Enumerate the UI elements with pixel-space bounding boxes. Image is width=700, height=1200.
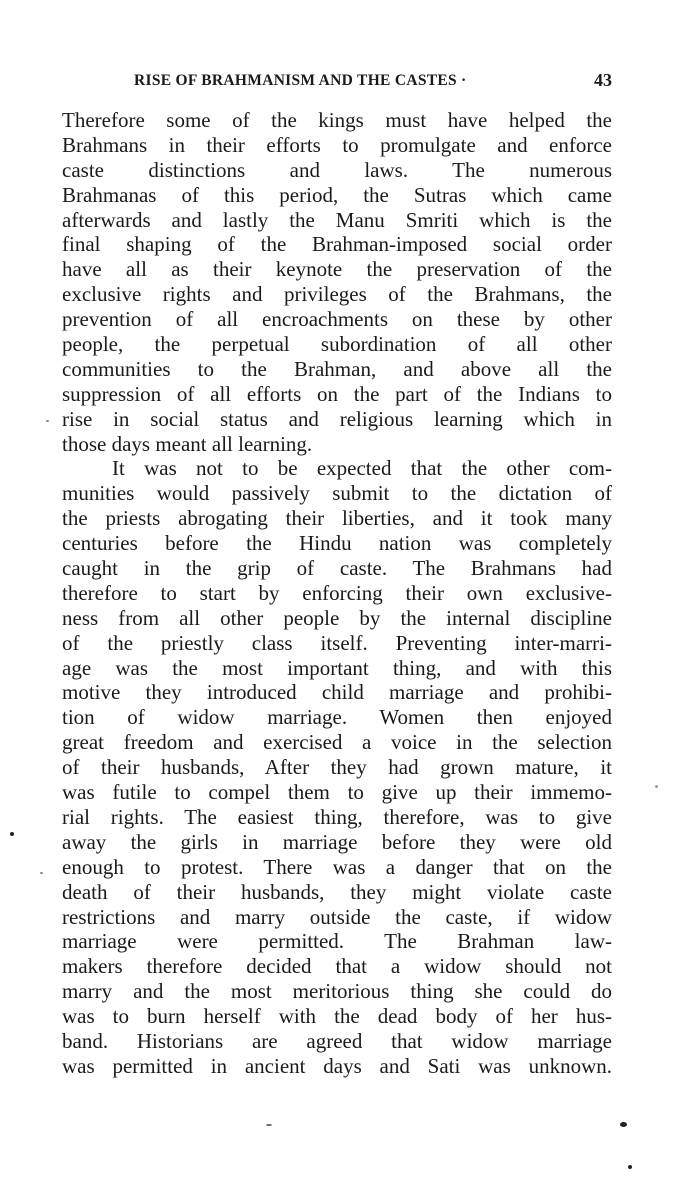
- text-line: final shaping of the Brahman-imposed social order: [62, 232, 612, 257]
- text-line: people, the perpetual subordination of all other: [62, 332, 612, 357]
- text-line: band. Historians are agreed that widow marriage: [62, 1028, 612, 1053]
- scan-speck: [620, 1122, 627, 1127]
- scan-speck: [628, 1165, 632, 1169]
- text-line: those days meant all learning.: [62, 431, 313, 456]
- scan-speck: [655, 785, 658, 788]
- body-text: [62, 108, 612, 1079]
- text-line: restrictions and marry outside the caste, if widow: [62, 904, 612, 929]
- page-number: 43: [594, 70, 612, 90]
- text-line: of the priestly class itself. Preventing inter-marri-: [62, 630, 612, 655]
- text-line: great freedom and exercised a voice in the selection: [62, 730, 612, 755]
- scan-speck: [46, 420, 49, 422]
- text-line: death of their husbands, they might violate caste: [62, 879, 612, 904]
- text-line: afterwards and lastly the Manu Smriti which is the: [62, 207, 612, 232]
- text-line: prevention of all encroachments on these by other: [62, 307, 612, 332]
- running-head-title: RISE OF BRAHMANISM AND THE CASTES: [134, 72, 457, 89]
- text-line: was permitted in ancient days and Sati was unknown.: [62, 1053, 612, 1078]
- scan-speck: [10, 832, 14, 836]
- text-line: exclusive rights and privileges of the Brahmans, the: [62, 282, 612, 307]
- text-line: age was the most important thing, and with this: [62, 655, 612, 680]
- text-line: communities to the Brahman, and above all the: [62, 356, 612, 381]
- text-line: rise in social status and religious learning which in: [62, 406, 612, 431]
- text-line: ness from all other people by the internal discipline: [62, 605, 612, 630]
- running-head-separator: ·: [460, 72, 467, 89]
- text-line: tion of widow marriage. Women then enjoyed: [62, 705, 612, 730]
- text-line: Brahmanas of this period, the Sutras which came: [62, 182, 612, 207]
- text-line: Brahmans in their efforts to promulgate and enforce: [62, 132, 612, 157]
- text-line: the priests abrogating their liberties, and it took many: [62, 506, 612, 531]
- text-line: Therefore some of the kings must have helped the: [62, 108, 612, 132]
- text-line: have all as their keynote the preservation of the: [62, 257, 612, 282]
- paragraph-2: [62, 456, 612, 1078]
- scan-speck: [266, 1124, 272, 1126]
- text-line: munities would passively submit to the dictation of: [62, 481, 612, 506]
- text-line: was futile to compel them to give up their immemo-: [62, 780, 612, 805]
- text-line: centuries before the Hindu nation was completely: [62, 531, 612, 556]
- text-line: rial rights. The easiest thing, therefore, was to give: [62, 804, 612, 829]
- running-head: [134, 72, 524, 90]
- paragraph-1: [62, 108, 612, 456]
- text-line: enough to protest. There was a danger that on the: [62, 854, 612, 879]
- text-line: motive they introduced child marriage and prohibi-: [62, 680, 612, 705]
- text-line: was to burn herself with the dead body of her hus-: [62, 1004, 612, 1029]
- text-line: marry and the most meritorious thing she could do: [62, 979, 612, 1004]
- scan-speck: [40, 872, 43, 874]
- text-line: makers therefore decided that a widow should not: [62, 954, 612, 979]
- text-line: It was not to be expected that the other com-: [112, 456, 612, 481]
- text-line: caught in the grip of caste. The Brahmans had: [62, 556, 612, 581]
- text-line: suppression of all efforts on the part of the Indians to: [62, 381, 612, 406]
- text-line: away the girls in marriage before they were old: [62, 829, 612, 854]
- text-line: of their husbands, After they had grown mature, it: [62, 755, 612, 780]
- text-line: therefore to start by enforcing their own exclusive-: [62, 580, 612, 605]
- text-line: marriage were permitted. The Brahman law-: [62, 929, 612, 954]
- text-line: caste distinctions and laws. The numerous: [62, 157, 612, 182]
